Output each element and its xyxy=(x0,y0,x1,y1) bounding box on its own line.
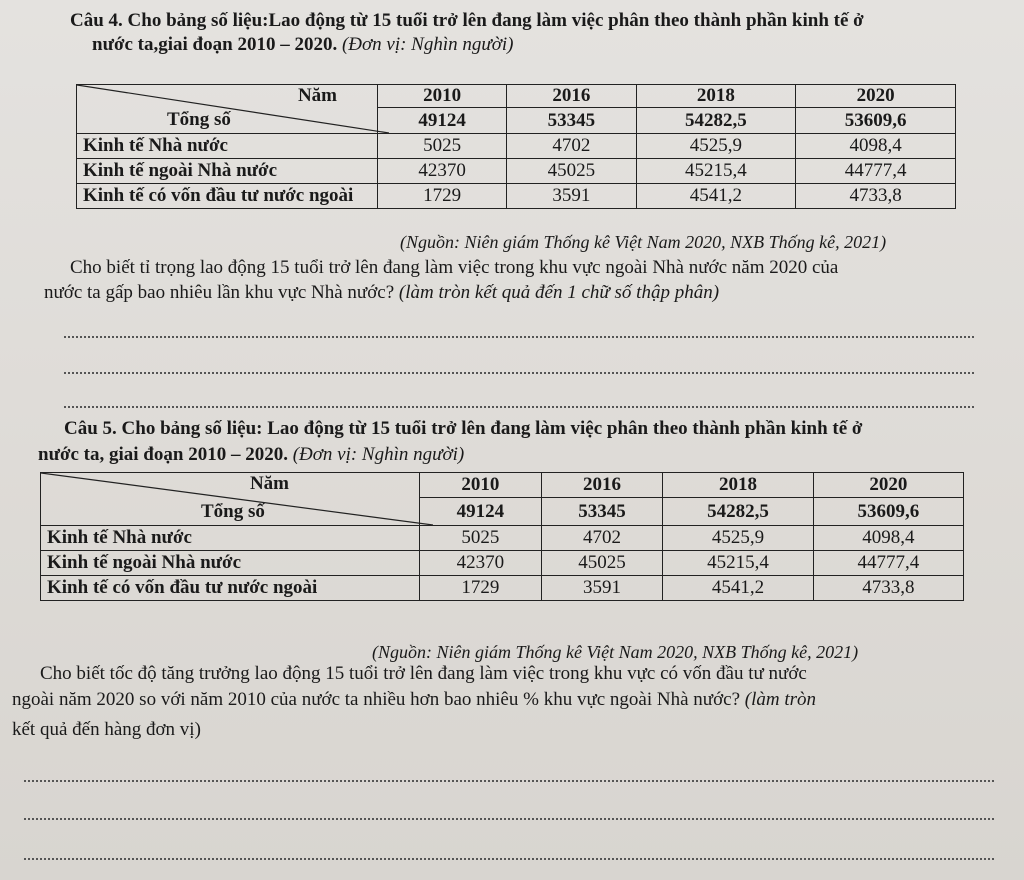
q5-total-3: 53609,6 xyxy=(813,498,963,526)
q5-question-line2-row xyxy=(12,688,816,711)
q4-question-line2-row xyxy=(44,281,719,304)
q4-row0-v0: 5025 xyxy=(378,134,507,159)
q5-number: Câu 5. xyxy=(64,418,117,439)
q4-row2-v1: 3591 xyxy=(507,184,636,209)
q5-total-0: 49124 xyxy=(420,498,542,526)
q4-year-0: 2010 xyxy=(378,85,507,108)
q5-year-1: 2016 xyxy=(541,473,663,498)
q5-corner-bottom: Tổng số xyxy=(201,501,265,522)
q5-heading-line1: Cho bảng số liệu: Lao động từ 15 tuổi trở lên đang làm việc phân theo thành phần kinh tế ở xyxy=(121,418,863,439)
q4-total-2: 54282,5 xyxy=(636,108,796,134)
q4-year-2: 2018 xyxy=(636,85,796,108)
q5-corner-cell xyxy=(41,473,420,526)
q5-row0-v1: 4702 xyxy=(541,526,663,551)
table-row xyxy=(41,576,964,601)
q5-row1-v0: 42370 xyxy=(420,551,542,576)
q4-answer-line-1[interactable] xyxy=(64,336,974,338)
q5-question-note-a: (làm tròn xyxy=(744,689,817,710)
q4-total-1: 53345 xyxy=(507,108,636,134)
q4-heading-line1: Cho bảng số liệu:Lao động từ 15 tuổi trở lên đang làm việc phân theo thành phần kinh tế ở xyxy=(127,10,864,31)
q4-row0-v2: 4525,9 xyxy=(636,134,796,159)
q4-corner-bottom: Tổng số xyxy=(167,109,231,130)
table-row xyxy=(41,526,964,551)
q5-heading-line2: nước ta, giai đoạn 2010 – 2020. xyxy=(38,444,288,465)
q5-year-2: 2018 xyxy=(663,473,813,498)
q5-row1-v1: 45025 xyxy=(541,551,663,576)
q4-answer-line-2[interactable] xyxy=(64,372,974,374)
q4-corner-cell xyxy=(77,85,378,134)
q5-row2-v0: 1729 xyxy=(420,576,542,601)
q4-row1-v1: 45025 xyxy=(507,159,636,184)
q5-heading-line2-row xyxy=(38,444,938,466)
q4-row1-v0: 42370 xyxy=(378,159,507,184)
table-row xyxy=(77,184,956,209)
q4-row1-label: Kinh tế ngoài Nhà nước xyxy=(77,159,378,184)
q5-row0-label: Kinh tế Nhà nước xyxy=(41,526,420,551)
q4-corner-top: Năm xyxy=(297,85,337,106)
q4-year-3: 2020 xyxy=(796,85,956,108)
q4-row0-label: Kinh tế Nhà nước xyxy=(77,134,378,159)
q5-row2-v1: 3591 xyxy=(541,576,663,601)
q5-row0-v2: 4525,9 xyxy=(663,526,813,551)
q4-row0-v1: 4702 xyxy=(507,134,636,159)
q5-answer-line-2[interactable] xyxy=(24,818,994,820)
table-row xyxy=(77,134,956,159)
q4-question-note: (làm tròn kết quả đến 1 chữ số thập phân) xyxy=(398,282,720,303)
q4-total-3: 53609,6 xyxy=(796,108,956,134)
q4-year-1: 2016 xyxy=(507,85,636,108)
q4-number: Câu 4. xyxy=(70,10,123,31)
q5-row0-v0: 5025 xyxy=(420,526,542,551)
q5-row1-v3: 44777,4 xyxy=(813,551,963,576)
q4-heading xyxy=(70,10,990,32)
q4-corner-diagonal xyxy=(77,85,389,133)
q5-row2-v2: 4541,2 xyxy=(663,576,813,601)
q5-total-1: 53345 xyxy=(541,498,663,526)
q4-unit: (Đơn vị: Nghìn người) xyxy=(341,34,514,55)
table-row xyxy=(41,551,964,576)
q5-row2-v3: 4733,8 xyxy=(813,576,963,601)
table-row xyxy=(77,159,956,184)
q5-total-2: 54282,5 xyxy=(663,498,813,526)
q4-row1-v2: 45215,4 xyxy=(636,159,796,184)
q5-corner-top: Năm xyxy=(249,473,289,494)
q4-row2-v0: 1729 xyxy=(378,184,507,209)
q4-answer-line-3[interactable] xyxy=(64,406,974,408)
q5-row1-v2: 45215,4 xyxy=(663,551,813,576)
q5-unit: (Đơn vị: Nghìn người) xyxy=(292,444,465,465)
q4-heading-line2: nước ta,giai đoạn 2010 – 2020. xyxy=(92,34,338,55)
q5-row2-label: Kinh tế có vốn đầu tư nước ngoài xyxy=(41,576,420,601)
q4-row0-v3: 4098,4 xyxy=(796,134,956,159)
q4-row2-v2: 4541,2 xyxy=(636,184,796,209)
q5-heading xyxy=(64,418,1004,440)
q5-question-line1: Cho biết tốc độ tăng trưởng lao động 15 tuổi trở lên đang làm việc trong khu vực có vốn đầu tư nước xyxy=(40,663,807,684)
q5-table xyxy=(40,472,964,601)
q4-question-line1: Cho biết tỉ trọng lao động 15 tuổi trở lên đang làm việc trong khu vực ngoài Nhà nước năm 2020 của xyxy=(70,257,839,278)
q5-year-3: 2020 xyxy=(813,473,963,498)
q4-row2-v3: 4733,8 xyxy=(796,184,956,209)
q5-row1-label: Kinh tế ngoài Nhà nước xyxy=(41,551,420,576)
q4-question-line2: nước ta gấp bao nhiêu lần khu vực Nhà nước? xyxy=(44,282,395,303)
q5-question-line2: ngoài năm 2020 so với năm 2010 của nước ta nhiều hơn bao nhiêu % khu vực ngoài Nhà nước? xyxy=(12,689,741,710)
q4-row2-label: Kinh tế có vốn đầu tư nước ngoài xyxy=(77,184,378,209)
q5-row0-v3: 4098,4 xyxy=(813,526,963,551)
q4-total-0: 49124 xyxy=(378,108,507,134)
q4-table xyxy=(76,84,956,209)
q4-row1-v3: 44777,4 xyxy=(796,159,956,184)
q4-heading-line2-row xyxy=(92,34,992,56)
q5-year-0: 2010 xyxy=(420,473,542,498)
q5-answer-line-1[interactable] xyxy=(24,780,994,782)
q5-question-note-b: kết quả đến hàng đơn vị) xyxy=(12,719,201,740)
q5-source: (Nguồn: Niên giám Thống kê Việt Nam 2020, NXB Thống kê, 2021) xyxy=(372,642,859,662)
q5-answer-line-3[interactable] xyxy=(24,858,994,860)
q4-source: (Nguồn: Niên giám Thống kê Việt Nam 2020, NXB Thống kê, 2021) xyxy=(400,232,887,252)
